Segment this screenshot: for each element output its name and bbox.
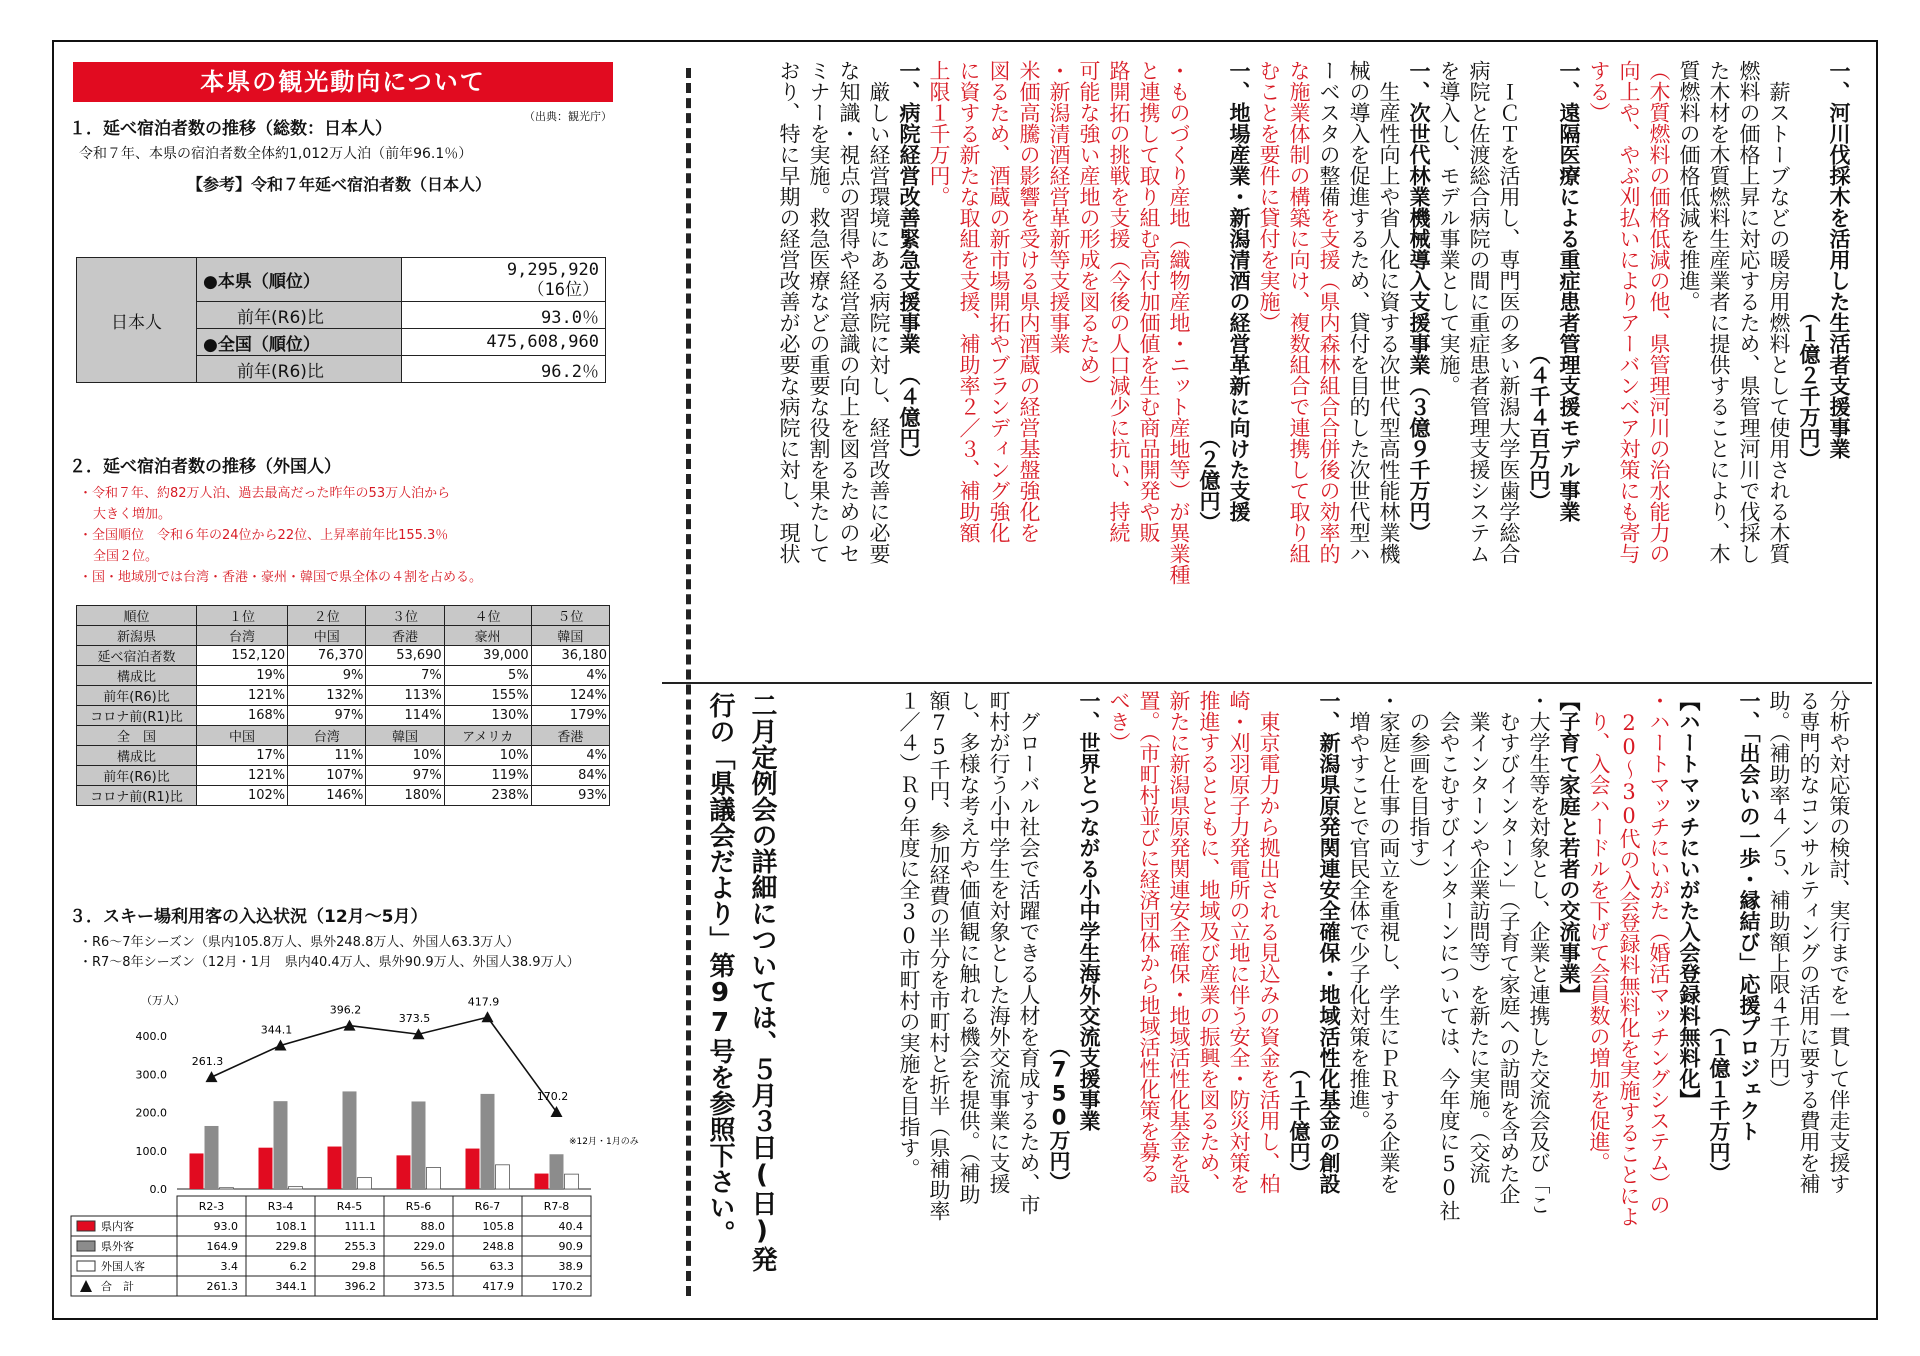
foreign-stays-table	[76, 605, 610, 806]
total-label: 261.3	[191, 1055, 224, 1069]
tourism-section	[69, 62, 669, 1307]
y-tick-label: 300.0	[135, 1068, 167, 1082]
table-cell: 香港	[366, 626, 444, 646]
table-cell: 132%	[288, 686, 366, 706]
value-label: 417.9	[482, 1280, 514, 1293]
table-cell: 180%	[366, 786, 444, 806]
text-column: 町村が行う小中学生を対象とした海外交流事業に支援	[987, 690, 1011, 1194]
bar-外国人客	[427, 1167, 441, 1189]
text-column: ＩＣＴを活用し、専門医の多い新潟大学医歯学総合	[1497, 60, 1521, 564]
table-cell: 53,690	[366, 646, 444, 666]
pref-prev: 93.0％	[402, 302, 606, 329]
table-cell: 130%	[444, 706, 531, 726]
legend-label: 県外客	[101, 1240, 134, 1253]
table-cell: 11%	[288, 746, 366, 766]
s1-title: １．延べ宿泊者数の推移（総数：日本人）	[69, 119, 392, 139]
text-column: 業インターンや企業訪問等）を新たに実施。（交流	[1467, 690, 1491, 1184]
bullet-line: ・国・地域別では台湾・香港・豪州・韓国で県全体の４割を占める。	[79, 570, 483, 585]
table-cell: 113%	[366, 686, 444, 706]
table-row	[77, 606, 610, 626]
chart-note: ※12月・1月のみ	[569, 1136, 639, 1147]
value-label: 344.1	[275, 1280, 307, 1293]
value-label: 396.2	[344, 1280, 376, 1293]
value-label: 108.1	[275, 1220, 307, 1233]
table-row	[77, 626, 610, 646]
text-column: 一、病院経営改善緊急支援事業 （４億円）	[897, 60, 921, 470]
category-label: R7-8	[543, 1200, 570, 1213]
nat-prev: 96.2％	[402, 356, 606, 383]
text-column: する）	[1587, 60, 1611, 123]
text-column: 置。（市町村並びに経済団体から地域活性化策を募る	[1137, 690, 1161, 1184]
total-label: 170.2	[536, 1089, 569, 1103]
table-cell: 韓国	[531, 626, 609, 646]
total-marker	[482, 1011, 494, 1022]
legend-label: 外国人客	[101, 1260, 145, 1273]
bar-県外客	[274, 1101, 288, 1189]
table-cell: ２位	[288, 606, 366, 626]
value-label: 93.0	[213, 1220, 238, 1233]
bar-県外客	[481, 1094, 495, 1189]
bar-県内客	[466, 1149, 480, 1189]
text-column: 図るため、酒蔵の新市場開拓やブランディング強化	[987, 60, 1011, 543]
bullet-line: ・令和７年、約82万人泊、過去最高だった昨年の53万人泊から	[79, 486, 451, 501]
text-column: 薪ストーブなどの暖房用燃料として使用される木質	[1767, 60, 1791, 564]
value-label: 248.8	[482, 1240, 514, 1253]
text-column: （木質燃料の価格低減の他、県管理河川の治水能力の	[1647, 60, 1671, 564]
text-column: る専門的なコンサルティングの活用に要する費用を補	[1797, 690, 1821, 1194]
bar-県内客	[535, 1174, 549, 1189]
text-column: 一、世界とつながる小中学生海外交流支援事業	[1077, 690, 1101, 1131]
text-column: に資する新たな取組を支援、補助率２／３、補助額	[957, 60, 981, 543]
text-column: 推進するとともに、地域及び産業の振興を図るため、	[1197, 690, 1221, 1194]
legend-label: 合 計	[101, 1280, 134, 1293]
bar-外国人客	[289, 1187, 303, 1189]
s2-bullets	[79, 483, 669, 588]
source-note: （出典：観光庁）	[524, 110, 612, 123]
value-label: 88.0	[420, 1220, 445, 1233]
text-column: り、入会ハードルを下げて会員数の増加を促進。	[1587, 690, 1611, 1173]
total-label: 417.9	[467, 995, 500, 1009]
text-column: ・ものづくり産地（織物産地・ニット産地等）が異業種	[1167, 60, 1191, 585]
value-label: 255.3	[344, 1240, 376, 1253]
text-column: 燃料の価格上昇に対応するため、県管理河川で伐採し	[1737, 60, 1761, 564]
table-cell: １位	[197, 606, 288, 626]
text-column: 助。（補助率４／５、補助額上限４千万円）	[1767, 690, 1791, 1100]
text-part: ーベスタの整備	[1317, 60, 1341, 207]
bar-県内客	[259, 1148, 273, 1189]
table-cell: 構成比	[77, 746, 197, 766]
table-row	[77, 746, 610, 766]
text-column: 20～30代の入会登録料無料化を実施することによ	[1617, 690, 1641, 1227]
text-column: 会やこむすびインターンについては、今年度に50社	[1437, 690, 1461, 1221]
text-column: し、多様な考え方や価値観に触れる機会を提供。（補助	[957, 690, 981, 1205]
table-row	[77, 686, 610, 706]
value-label: 40.4	[558, 1220, 583, 1233]
text-column: （750万円）	[1047, 690, 1071, 1193]
value-label: 261.3	[206, 1280, 238, 1293]
table-cell: 4%	[531, 666, 609, 686]
table-cell: 97%	[288, 706, 366, 726]
divider-horizontal	[662, 682, 1872, 684]
y-tick-label: 100.0	[135, 1144, 167, 1158]
table-cell: 84%	[531, 766, 609, 786]
table-cell: 全 国	[77, 726, 197, 746]
text-column: 一、新潟県原発関連安全確保・地域活性化基金の創設	[1317, 690, 1341, 1194]
table-cell: 119%	[444, 766, 531, 786]
text-column: ・ハートマッチにいがた（婚活マッチングシステム）の	[1647, 690, 1671, 1215]
table-cell: 韓国	[366, 726, 444, 746]
total-marker	[206, 1071, 218, 1082]
table-cell: 121%	[197, 686, 288, 706]
table-cell: 10%	[366, 746, 444, 766]
text-column: 分析や対応策の検討、実行までを一貫して伴走支援す	[1827, 690, 1851, 1194]
value-label: 56.5	[420, 1260, 445, 1273]
text-column: 路開拓の挑戦を支援（今後の人口減少に抗い、持続	[1107, 60, 1131, 543]
bar-外国人客	[496, 1165, 510, 1189]
legend-swatch	[77, 1261, 95, 1271]
table-cell: 新潟県	[77, 626, 197, 646]
bullet-line: ・R6～7年シーズン（県内105.8万人、県外248.8万人、外国人63.3万人）	[79, 935, 520, 950]
table-cell: 7%	[366, 666, 444, 686]
table-row	[77, 766, 610, 786]
table-cell: 5%	[444, 666, 531, 686]
text-column: 一、遠隔医療による重症患者管理支援モデル事業	[1557, 60, 1581, 522]
table-cell: 前年(R6)比	[77, 766, 197, 786]
table-cell: 124%	[531, 686, 609, 706]
table-cell: 39,000	[444, 646, 531, 666]
bar-県外客	[343, 1091, 357, 1189]
japanese-stays-table	[76, 257, 606, 383]
table-cell: 前年(R6)比	[77, 686, 197, 706]
y-tick-label: 400.0	[135, 1030, 167, 1044]
text-column: ミナーを実施。救急医療などの重要な役割を果たして	[807, 60, 831, 564]
prev-label-nat: 前年(R6)比	[197, 356, 402, 383]
text-column: 向上や、やぶ刈払いによりアーバンベア対策にも寄与	[1617, 60, 1641, 564]
text-column: 一、河川伐採木を活用した生活者支援事業	[1827, 60, 1851, 459]
text-column: を導入し、モデル事業として実施。	[1437, 60, 1461, 396]
text-column: （１億１千万円）	[1707, 690, 1731, 1184]
text-column: （１億２千万円）	[1797, 60, 1821, 470]
table-row	[77, 666, 610, 686]
text-column: な知識・視点の習得や経営意識の向上を図るためのセ	[837, 60, 861, 564]
total-label: 396.2	[329, 1003, 362, 1017]
table-cell: ５位	[531, 606, 609, 626]
nat-value: 475,608,960	[402, 329, 606, 356]
bar-県外客	[205, 1126, 219, 1189]
bullet-line: ・全国順位 令和６年の24位から22位、上昇率前年比155.3％	[79, 528, 449, 543]
value-label: 90.9	[558, 1240, 583, 1253]
table-cell: 19%	[197, 666, 288, 686]
s1-summary: 令和７年、本県の宿泊者数全体約1,012万人泊（前年96.1％）	[79, 146, 473, 162]
prev-label-pref: 前年(R6)比	[197, 302, 402, 329]
text-column: むことを要件に貸付を実施）	[1257, 60, 1281, 333]
text-column: た木材を木質燃料生産業者に提供することにより、木	[1707, 60, 1731, 564]
legend-label: 県内客	[101, 1220, 134, 1233]
table-cell: 155%	[444, 686, 531, 706]
pref-label: ●本県（順位）	[197, 258, 402, 302]
category-label: R4-5	[336, 1200, 363, 1213]
total-label: 344.1	[260, 1023, 293, 1037]
text-column: 東京電力から拠出される見込みの資金を活用し、柏	[1257, 690, 1281, 1194]
value-label: 111.1	[344, 1220, 376, 1233]
bar-県内客	[328, 1147, 342, 1189]
text-column: ・家庭と仕事の両立を重視し、学生にＰＲする企業を	[1377, 690, 1401, 1194]
newsletter-page	[52, 40, 1878, 1320]
total-marker	[551, 1106, 563, 1117]
table-cell: 152,120	[197, 646, 288, 666]
table-cell: ３位	[366, 606, 444, 626]
text-column: グローバル社会で活躍できる人材を育成するため、市	[1017, 690, 1041, 1215]
text-part: を支援（県内森林組合合併後の効率的	[1317, 207, 1341, 564]
s1-ref: 【参考】令和７年延べ宿泊者数（日本人）	[186, 175, 491, 194]
bar-県外客	[550, 1154, 564, 1189]
text-column: の参画を目指す）	[1407, 690, 1431, 879]
bullet-line: 全国２位。	[93, 549, 159, 564]
text-column: と連携して取り組む高付加価値を生む商品開発や販	[1137, 60, 1161, 543]
table-cell: 168%	[197, 706, 288, 726]
table-cell: コロナ前(R1)比	[77, 786, 197, 806]
y-tick-label: 200.0	[135, 1106, 167, 1120]
text-column: 【子育て家庭と若者の交流事業】	[1557, 690, 1581, 1005]
y-tick-label: 0.0	[149, 1183, 167, 1196]
text-column: ・大学生等を対象とし、企業と連携した交流会及び「こ	[1527, 690, 1551, 1215]
text-column: 質燃料の価格低減を推進。	[1677, 60, 1701, 312]
table-cell: 9%	[288, 666, 366, 686]
table-row	[77, 646, 610, 666]
table-cell: 順位	[77, 606, 197, 626]
value-label: 6.2	[289, 1260, 307, 1273]
ski-chart	[69, 984, 669, 1304]
table-cell: アメリカ	[444, 726, 531, 746]
table-cell: 台湾	[197, 626, 288, 646]
text-column: 生産性向上や省人化に資する次世代型高性能林業機	[1377, 60, 1401, 564]
s3-bullets	[79, 933, 669, 973]
nat-label: ●全国（順位）	[197, 329, 402, 356]
text-column: １／４）Ｒ９年度に全30市町村の実施を目指す。	[897, 690, 921, 1179]
value-label: 164.9	[206, 1240, 238, 1253]
text-column: 一、次世代林業機械導入支援事業（３億９千万円）	[1407, 60, 1431, 543]
legend-swatch	[77, 1221, 95, 1231]
bar-外国人客	[358, 1178, 372, 1189]
text-column: ・新潟清酒経営革新等支援事業	[1047, 60, 1071, 354]
table-cell: 76,370	[288, 646, 366, 666]
text-column: 崎・刈羽原子力発電所の立地に伴う安全・防災対策を	[1227, 690, 1251, 1194]
value-label: 38.9	[558, 1260, 583, 1273]
table-cell: 107%	[288, 766, 366, 786]
category-label: R6-7	[474, 1200, 501, 1213]
value-label: 229.8	[275, 1240, 307, 1253]
table-cell: ４位	[444, 606, 531, 626]
value-label: 63.3	[489, 1260, 514, 1273]
table-cell: 114%	[366, 706, 444, 726]
category-label: R2-3	[198, 1200, 225, 1213]
text-column: むすびインターン」（子育て家庭への訪問を含めた企	[1497, 690, 1521, 1205]
table-cell: 中国	[288, 626, 366, 646]
pref-value: 9,295,920	[506, 259, 599, 280]
text-column: （４千４百万円）	[1527, 60, 1551, 512]
bullet-line: ・R7～8年シーズン（12月・1月 県内40.4万人、県外90.9万人、外国人38.9万人）	[79, 955, 580, 970]
footer-line: 行の「県議会だより」第97号を参照下さい。	[705, 692, 735, 1246]
text-column: 増やすことで官民全体で少子化対策を推進。	[1347, 690, 1371, 1131]
bullet-line: 大きく増加。	[93, 507, 172, 522]
text-column: 一、「出会いの一歩・縁結び」応援プロジェクト	[1737, 690, 1761, 1142]
pref-rank: （16位）	[527, 279, 599, 300]
table-row	[77, 726, 610, 746]
text-column: 病院と佐渡総合病院の間に重症患者管理支援システム	[1467, 60, 1491, 564]
text-column: 可能な強い産地の形成を図るため）	[1077, 60, 1101, 396]
value-label: 29.8	[351, 1260, 376, 1273]
table-cell: 中国	[197, 726, 288, 746]
text-column: おり、特に早期の経営改善が必要な病院に対し、現状	[777, 60, 801, 564]
value-label: 105.8	[482, 1220, 514, 1233]
text-column: べき）	[1107, 690, 1131, 753]
text-column: 額75千円、参加経費の半分を市町村と折半（県補助率	[927, 690, 951, 1221]
text-column: 上限１千万円。	[927, 60, 951, 207]
table-cell: 238%	[444, 786, 531, 806]
table-cell: 102%	[197, 786, 288, 806]
s3-title: ３．スキー場利用客の入込状況（12月～5月）	[69, 907, 428, 927]
table-cell: 香港	[531, 726, 609, 746]
table-cell: 延べ宿泊者数	[77, 646, 197, 666]
bar-県内客	[190, 1153, 204, 1189]
table-cell: 台湾	[288, 726, 366, 746]
table-cell: 36,180	[531, 646, 609, 666]
total-marker	[344, 1020, 356, 1031]
legend-swatch	[77, 1241, 95, 1251]
section-banner: 本県の観光動向について	[73, 62, 613, 102]
table-cell: 97%	[366, 766, 444, 786]
table-cell: 構成比	[77, 666, 197, 686]
text-column: な施業体制の構築に向け、複数組合で連携して取り組	[1287, 60, 1311, 564]
text-column: （２億円）	[1197, 60, 1221, 533]
bar-県外客	[412, 1101, 426, 1189]
text-column: 米価高騰の影響を受ける県内酒蔵の経営基盤強化を	[1017, 60, 1041, 543]
value-label: 3.4	[220, 1260, 238, 1273]
table-cell: 17%	[197, 746, 288, 766]
group-label: 日本人	[77, 258, 197, 383]
text-column: 械の導入を促進するため、貸付を目的した次世代型ハ	[1347, 60, 1371, 564]
table-cell: 179%	[531, 706, 609, 726]
text-column: （１千億円）	[1287, 690, 1311, 1184]
table-cell: 4%	[531, 746, 609, 766]
text-column: 新たに新潟県原発関連安全確保・地域活性化基金を設	[1167, 690, 1191, 1194]
table-cell: 10%	[444, 746, 531, 766]
text-column	[1314, 60, 1344, 660]
value-label: 373.5	[413, 1280, 445, 1293]
table-cell: コロナ前(R1)比	[77, 706, 197, 726]
value-label: 229.0	[413, 1240, 445, 1253]
table-cell: 豪州	[444, 626, 531, 646]
text-column: 一、地場産業・新潟清酒の経営革新に向けた支援	[1227, 60, 1251, 522]
value-label: 170.2	[551, 1280, 583, 1293]
category-label: R5-6	[405, 1200, 432, 1213]
table-cell: 146%	[288, 786, 366, 806]
total-label: 373.5	[398, 1012, 431, 1026]
text-column: 【ハートマッチにいがた入会登録料無料化】	[1677, 690, 1701, 1110]
bar-外国人客	[220, 1188, 234, 1189]
s2-title: ２．延べ宿泊者数の推移（外国人）	[69, 457, 341, 477]
table-row	[77, 706, 610, 726]
text-column: 厳しい経営環境にある病院に対し、経営改善に必要	[867, 60, 891, 564]
table-row	[77, 786, 610, 806]
bar-外国人客	[565, 1174, 579, 1189]
bar-県内客	[397, 1155, 411, 1189]
table-cell: 121%	[197, 766, 288, 786]
table-cell: 93%	[531, 786, 609, 806]
y-unit: （万人）	[141, 994, 185, 1007]
footer-line: 二月定例会の詳細については、５月３日(日)発	[747, 692, 777, 1272]
category-label: R3-4	[267, 1200, 294, 1213]
